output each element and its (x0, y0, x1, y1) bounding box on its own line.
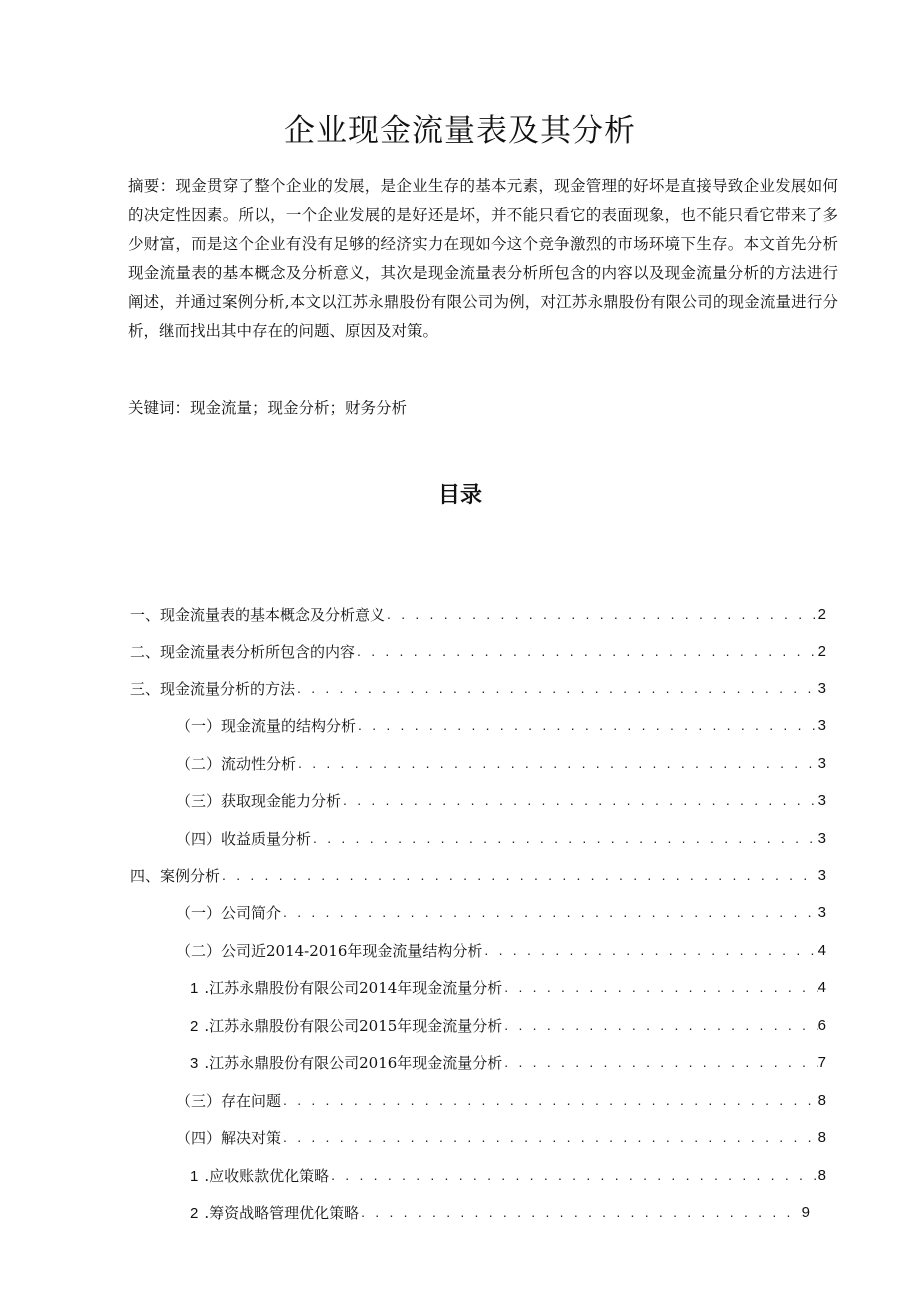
toc-entry-page: 3 (817, 791, 826, 809)
toc-entry-label (128, 678, 295, 699)
toc-entry[interactable] (190, 1161, 826, 1189)
toc-entry-page: 4 (817, 941, 826, 959)
toc-entry-number: 1 (190, 1167, 199, 1185)
toc-entry[interactable] (128, 861, 826, 889)
toc-entry-page: 6 (817, 1016, 826, 1034)
toc-entry[interactable] (190, 1011, 826, 1039)
toc-entry-text: .应收账款优化策略 (204, 1166, 330, 1185)
toc-dot-leader (329, 1167, 818, 1183)
abstract-paragraph: 摘要：现金贯穿了整个企业的发展，是企业生存的基本元素，现金管理的好坏是直接导致企业发展如何的决定性因素。所以，一个企业发展的是好还是坏，并不能只看它的表面现象，也不能只看它带来了多少财富，而是这个企业有没有足够的经济实力在现如今这个竞争激烈的市场环境下生存。本文首先分析现金流量表的基本概念及分析意义，其次是现金流量表分析所包含的内容以及现金流量分析的方法进行阐述，并通过案例分析,本文以江苏永鼎股份有限公司为例，对江苏永鼎股份有限公司的现金流量进行分析，继而找出其中存在的问题、原因及对策。 (128, 177, 838, 340)
toc-entry-text: （一）现金流量的结构分析 (176, 716, 357, 735)
toc-entry-label (190, 977, 502, 998)
toc-dot-leader (502, 1054, 817, 1070)
toc-dot-leader (311, 830, 818, 846)
toc-entry-text: （三）获取现金能力分析 (176, 791, 342, 810)
toc-entry-label (174, 1090, 281, 1111)
toc-dot-leader (281, 904, 818, 920)
toc-entry-label (128, 641, 355, 662)
toc-dot-leader (296, 755, 818, 771)
toc-entry-page: 4 (817, 978, 826, 996)
toc-entry-page: 8 (817, 1128, 826, 1146)
toc-entry[interactable] (128, 600, 826, 628)
keywords-line: 关键词：现金流量；现金分析；财务分析 (128, 399, 408, 417)
toc-entry-text: 一、现金流量表的基本概念及分析意义 (130, 605, 386, 624)
toc-entry-text: .江苏永鼎股份有限公司2016年现金流量分析 (204, 1053, 503, 1072)
toc-dot-leader (356, 717, 818, 733)
toc-dot-leader (482, 942, 817, 958)
toc-entry-page: 8 (817, 1091, 826, 1109)
toc-entry-label (174, 790, 341, 811)
toc-entry-label (128, 604, 385, 625)
toc-entry-text: .江苏永鼎股份有限公司2015年现金流量分析 (204, 1016, 503, 1035)
document-title: 企业现金流量表及其分析 (284, 112, 636, 149)
toc-entry-label (174, 940, 482, 961)
toc-entry-number: 2 (190, 1017, 199, 1035)
toc-entry-page: 8 (817, 1166, 826, 1184)
toc-entry-label (190, 1165, 329, 1186)
toc-entry[interactable] (174, 1123, 826, 1151)
toc-entry[interactable] (174, 1086, 826, 1114)
toc-dot-leader (281, 1092, 818, 1108)
toc-entry[interactable] (174, 786, 826, 814)
toc-entry-label (174, 1127, 281, 1148)
toc-entry-label (190, 1015, 502, 1036)
toc-entry-page: 3 (817, 829, 826, 847)
toc-entry-text: （二）公司近2014-2016年现金流量结构分析 (176, 941, 483, 960)
toc-entry-page: 9 (801, 1203, 810, 1221)
toc-entry[interactable] (174, 749, 826, 777)
toc-entry-text: 三、现金流量分析的方法 (130, 679, 296, 698)
toc-entry[interactable] (174, 898, 826, 926)
toc-entry[interactable] (128, 637, 826, 665)
toc-entry-label (174, 902, 281, 923)
toc-entry-text: （四）解决对策 (176, 1128, 282, 1147)
toc-entry-text: （一）公司简介 (176, 903, 282, 922)
toc-entry[interactable] (190, 1048, 826, 1076)
toc-dot-leader (355, 643, 818, 659)
toc-entry-number: 3 (190, 1054, 199, 1072)
toc-entry-label (128, 865, 220, 886)
toc-entry[interactable] (174, 711, 826, 739)
toc-dot-leader (385, 606, 818, 622)
toc-entry-text: 四、案例分析 (130, 866, 221, 885)
toc-dot-leader (281, 1129, 818, 1145)
toc-entry-page: 2 (817, 605, 826, 623)
toc-entry-page: 3 (817, 754, 826, 772)
toc-entry-text: （四）收益质量分析 (176, 829, 312, 848)
toc-entry-page: 3 (817, 903, 826, 921)
toc-entry-number: 1 (190, 979, 199, 997)
toc-entry-label (174, 715, 356, 736)
toc-entry[interactable] (190, 973, 826, 1001)
toc-entry-label (174, 828, 311, 849)
toc-dot-leader (502, 1017, 817, 1033)
toc-entry-text: （二）流动性分析 (176, 754, 297, 773)
toc-entry[interactable] (174, 824, 826, 852)
toc-entry[interactable] (128, 674, 826, 702)
toc-entry-page: 3 (817, 679, 826, 697)
toc-entry-label (190, 1052, 502, 1073)
toc-entry-number: 2 (190, 1204, 199, 1222)
toc-dot-leader (341, 792, 818, 808)
toc-entry-label (190, 1202, 359, 1223)
toc-dot-leader (295, 680, 818, 696)
toc-entry-page: 3 (817, 716, 826, 734)
toc-entry-page: 2 (817, 642, 826, 660)
toc-entry-text: 二、现金流量表分析所包含的内容 (130, 642, 356, 661)
toc-entry[interactable] (174, 936, 826, 964)
toc-entry-page: 7 (817, 1053, 826, 1071)
toc-dot-leader (502, 979, 817, 995)
toc-dot-leader (220, 867, 818, 883)
toc-entry-text: .筹资战略管理优化策略 (204, 1203, 360, 1222)
toc-entry-text: （三）存在问题 (176, 1091, 282, 1110)
toc-entry-text: .江苏永鼎股份有限公司2014年现金流量分析 (204, 978, 503, 997)
toc-entry[interactable] (190, 1198, 810, 1226)
toc-dot-leader (359, 1204, 802, 1220)
toc-entry-label (174, 753, 296, 774)
toc-entry-page: 3 (817, 866, 826, 884)
toc-title: 目录 (437, 483, 482, 508)
